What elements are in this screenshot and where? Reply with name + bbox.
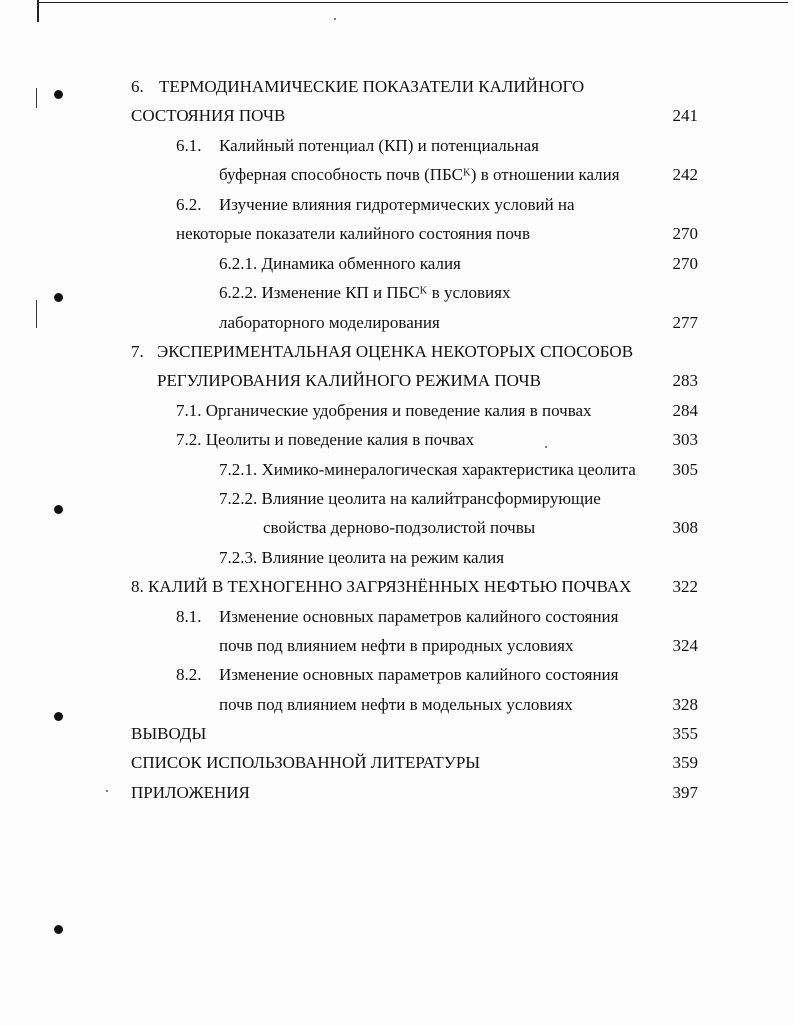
toc-page-number: 241	[672, 106, 698, 125]
toc-text: 7.2.1. Химико-минералогическая характеристика цеолита	[219, 460, 636, 479]
toc-entry-8-2	[176, 665, 618, 685]
toc-entry-6-2	[176, 195, 575, 215]
toc-text: 7.2. Цеолиты и поведение калия в почвах	[176, 430, 475, 449]
toc-text: 8. КАЛИЙ В ТЕХНОГЕННО ЗАГРЯЗНЁННЫХ НЕФТЬЮ ПОЧВАХ	[131, 577, 632, 596]
toc-entry-6-2-2	[219, 283, 510, 303]
toc-text: ТЕРМОДИНАМИЧЕСКИЕ ПОКАЗАТЕЛИ КАЛИЙНОГО	[159, 77, 585, 96]
toc-text: 7.2.3. Влияние цеолита на режим калия	[219, 548, 505, 567]
toc-text: 6.2.2. Изменение КП и ПБСᴷ в условиях	[219, 283, 511, 302]
toc-text: почв под влиянием нефти в модельных условиях	[219, 695, 573, 714]
left-border-line	[37, 0, 39, 22]
punch-hole	[54, 90, 63, 99]
toc-page-number: 242	[672, 165, 698, 184]
toc-entry-conclusions	[131, 724, 206, 744]
punch-hole	[54, 712, 63, 721]
toc-entry-7-2-2	[219, 489, 601, 509]
toc-number: 7.	[131, 342, 144, 361]
toc-page-number: 283	[672, 371, 698, 390]
toc-entry-7-2-1	[219, 460, 636, 480]
toc-page-number: 308	[672, 518, 698, 537]
toc-entry-8-1	[176, 607, 618, 627]
toc-text: 6.2.1. Динамика обменного калия	[219, 254, 461, 273]
punch-hole	[54, 505, 63, 514]
scan-mark	[36, 300, 37, 328]
toc-entry-7-2-2-cont	[263, 518, 535, 538]
toc-entry-6-cont	[131, 106, 285, 126]
toc-entry-7-1	[176, 401, 592, 421]
scan-mark	[36, 88, 37, 108]
toc-page-number: 324	[672, 636, 698, 655]
toc-number: 8.1.	[176, 607, 202, 626]
toc-text: Изменение основных параметров калийного состояния	[219, 665, 619, 684]
toc-number: 6.	[131, 77, 144, 96]
toc-page-number: 359	[672, 753, 698, 772]
toc-text: ВЫВОДЫ	[131, 724, 207, 743]
toc-entry-6-2-1	[219, 254, 461, 274]
toc-entry-6-1-cont	[219, 165, 620, 185]
toc-entry-8-2-cont	[219, 695, 573, 715]
toc-text: буферная способность почв (ПБСᴷ) в отношении калия	[219, 165, 620, 184]
toc-page-number: 397	[672, 783, 698, 802]
toc-entry-7-cont	[157, 371, 541, 391]
punch-hole	[54, 925, 63, 934]
toc-entry-6-2-cont	[176, 224, 530, 244]
toc-entry-appendices	[131, 783, 250, 803]
toc-page-number: 305	[672, 460, 698, 479]
toc-text: 7.2.2. Влияние цеолита на калийтрансформирующие	[219, 489, 601, 508]
toc-text: ЭКСПЕРИМЕНТАЛЬНАЯ ОЦЕНКА НЕКОТОРЫХ СПОСОБОВ	[157, 342, 634, 361]
toc-entry-6-1	[176, 136, 539, 156]
toc-page-number: 328	[672, 695, 698, 714]
toc-number: 8.2.	[176, 665, 202, 684]
scan-speck	[106, 790, 108, 792]
toc-page-number: 355	[672, 724, 698, 743]
toc-entry-7-2	[176, 430, 474, 450]
toc-text: Изучение влияния гидротермических условий на	[219, 195, 575, 214]
toc-entry-6	[131, 77, 584, 97]
toc-entry-6-2-2-cont	[219, 313, 440, 333]
toc-page-number: 303	[672, 430, 698, 449]
toc-text: 7.1. Органические удобрения и поведение калия в почвах	[176, 401, 592, 420]
toc-text: Изменение основных параметров калийного состояния	[219, 607, 619, 626]
top-border-line	[38, 2, 788, 3]
toc-text: ПРИЛОЖЕНИЯ	[131, 783, 250, 802]
toc-text: РЕГУЛИРОВАНИЯ КАЛИЙНОГО РЕЖИМА ПОЧВ	[157, 371, 541, 390]
toc-entry-7-2-3	[219, 548, 504, 568]
toc-entry-references	[131, 753, 480, 773]
scan-speck	[334, 18, 336, 20]
punch-hole	[54, 293, 63, 302]
toc-page-number: 284	[672, 401, 698, 420]
toc-text: лабораторного моделирования	[219, 313, 440, 332]
toc-page-number: 277	[672, 313, 698, 332]
toc-text: свойства дерново-подзолистой почвы	[263, 518, 536, 537]
toc-entry-8	[131, 577, 631, 597]
toc-entry-7	[131, 342, 633, 362]
toc-text: СПИСОК ИСПОЛЬЗОВАННОЙ ЛИТЕРАТУРЫ	[131, 753, 481, 772]
toc-page-number: 322	[672, 577, 698, 596]
toc-text: Калийный потенциал (КП) и потенциальная	[219, 136, 539, 155]
toc-text: некоторые показатели калийного состояния почв	[176, 224, 530, 243]
toc-number: 6.2.	[176, 195, 202, 214]
toc-page-number: 270	[672, 224, 698, 243]
toc-number: 6.1.	[176, 136, 202, 155]
toc-text: СОСТОЯНИЯ ПОЧВ	[131, 106, 286, 125]
toc-page-number: 270	[672, 254, 698, 273]
toc-text: почв под влиянием нефти в природных условиях	[219, 636, 574, 655]
toc-entry-8-1-cont	[219, 636, 573, 656]
scan-speck	[545, 446, 547, 448]
